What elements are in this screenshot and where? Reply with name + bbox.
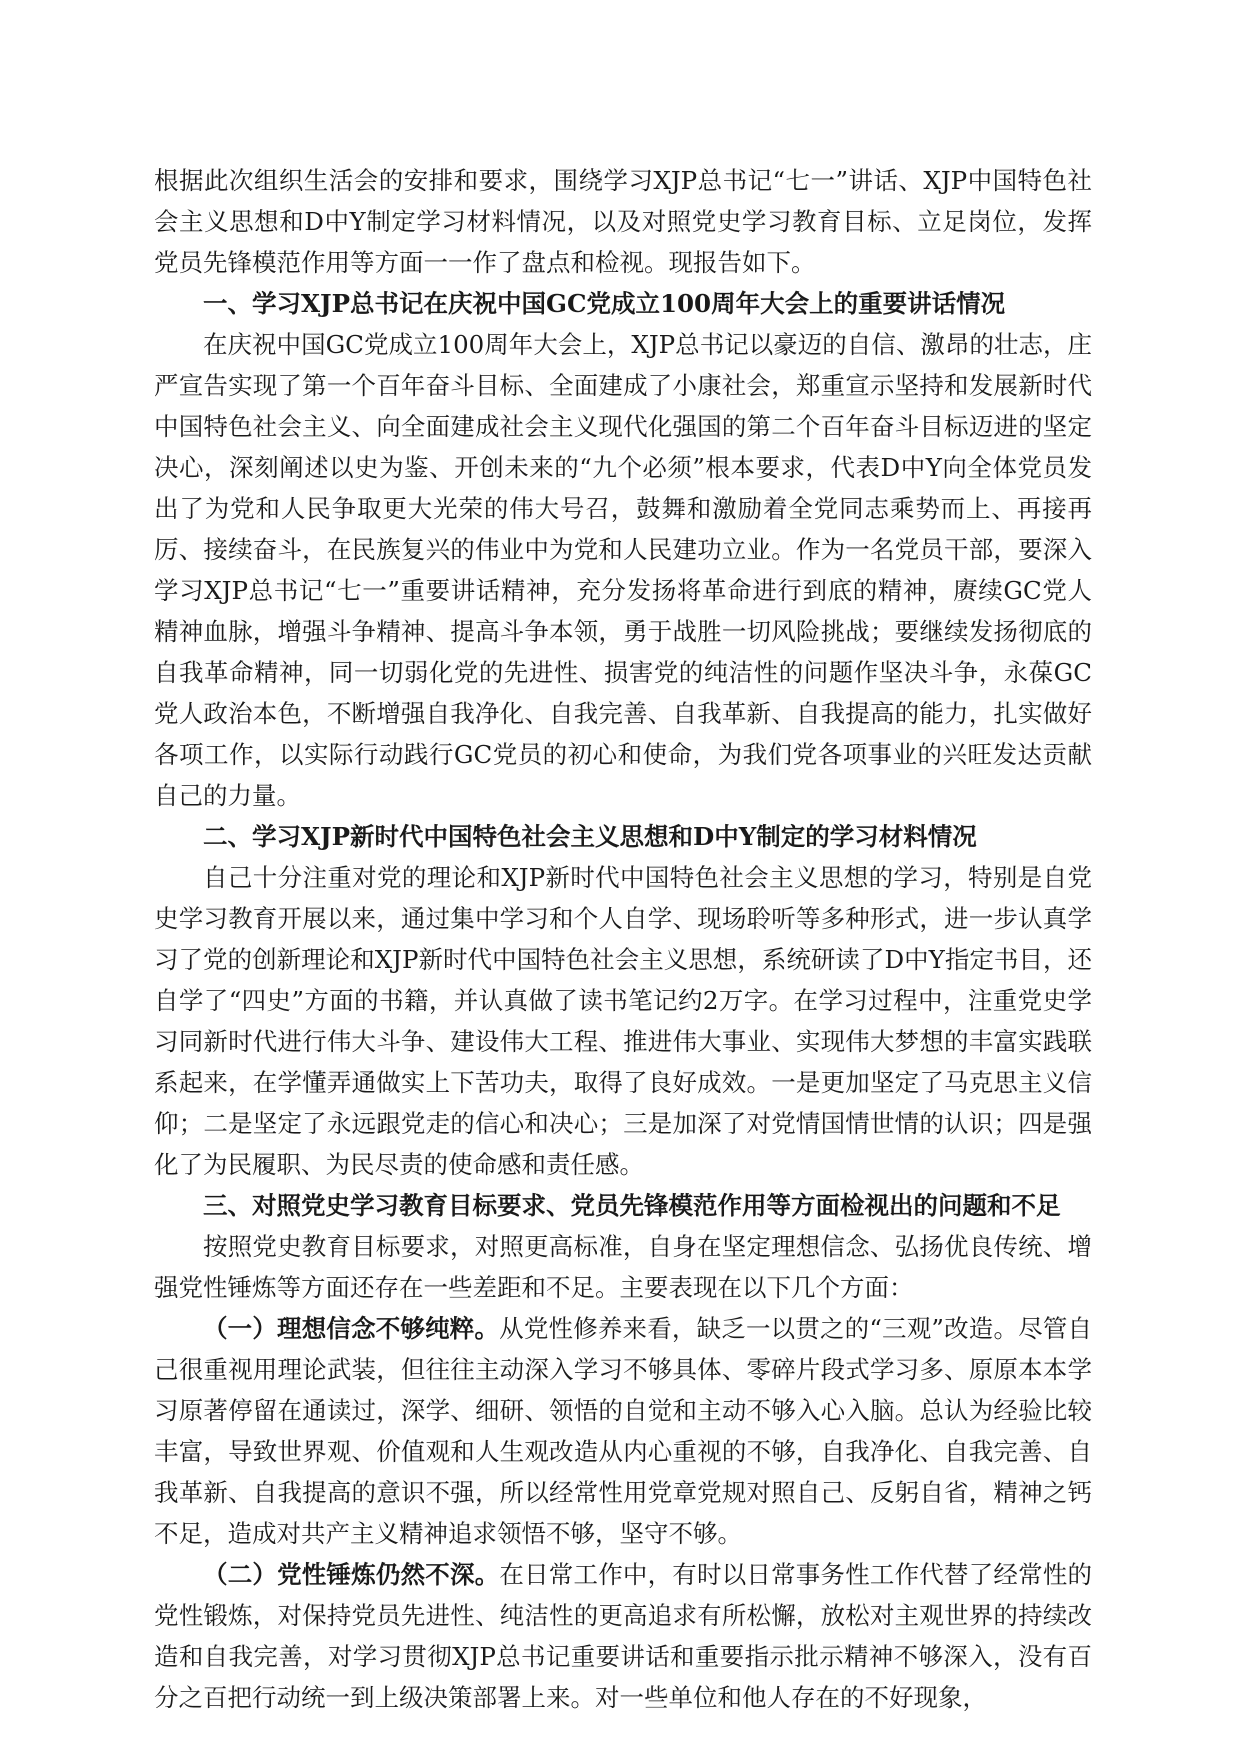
intro-paragraph: 根据此次组织生活会的安排和要求，围绕学习XJP总书记“七一”讲话、XJP中国特色社会主义思想和D中Y制定学习材料情况，以及对照党史学习教育目标、立足岗位，发挥党员先锋模范作用等方面一一作了盘点和检视。现报告如下。 xyxy=(154,166,1092,277)
issue-2-paragraph xyxy=(154,1554,1092,1718)
section-1-paragraph: 在庆祝中国GC党成立100周年大会上，XJP总书记以豪迈的自信、激昂的壮志，庄严宣告实现了第一个百年奋斗目标、全面建成了小康社会，郑重宣示坚持和发展新时代中国特色社会主义、向全面建成社会主义现代化强国的第二个百年奋斗目标迈进的坚定决心，深刻阐述以史为鉴、开创未来的“九个必须”根本要求，代表D中Y向全体党员发出了为党和人民争取更大光荣的伟大号召，鼓舞和激励着全党同志乘势而上、再接再厉、接续奋斗，在民族复兴的伟业中为党和人民建功立业。作为一名党员干部，要深入学习XJP总书记“七一”重要讲话精神，充分发扬将革命进行到底的精神，赓续GC党人精神血脉，增强斗争精神、提高斗争本领，勇于战胜一切风险挑战；要继续发扬彻底的自我革命精神，同一切弱化党的先进性、损害党的纯洁性的问题作坚决斗争，永葆GC党人政治本色，不断增强自我净化、自我完善、自我革新、自我提高的能力，扎实做好各项工作，以实际行动践行GC党员的初心和使命，为我们党各项事业的兴旺发达贡献自己的力量。 xyxy=(154,330,1092,810)
section-2-paragraph: 自己十分注重对党的理论和XJP新时代中国特色社会主义思想的学习，特别是自党史学习教育开展以来，通过集中学习和个人自学、现场聆听等多种形式，进一步认真学习了党的创新理论和XJP新时代中国特色社会主义思想，系统研读了D中Y指定书目，还自学了“四史”方面的书籍，并认真做了读书笔记约2万字。在学习过程中，注重党史学习同新时代进行伟大斗争、建设伟大工程、推进伟大事业、实现伟大梦想的丰富实践联系起来，在学懂弄通做实上下苦功夫，取得了良好成效。一是更加坚定了马克思主义信仰；二是坚定了永远跟党走的信心和决心；三是加深了对党情国情世情的认识；四是强化了为民履职、为民尽责的使命感和责任感。 xyxy=(154,863,1092,1179)
issue-1-paragraph xyxy=(154,1308,1092,1554)
issue-2-title: （二）党性锤炼仍然不深。 xyxy=(203,1560,500,1589)
issue-1-title: （一）理想信念不够纯粹。 xyxy=(203,1314,500,1343)
section-3-paragraph: 按照党史教育目标要求，对照更高标准，自身在坚定理想信念、弘扬优良传统、增强党性锤炼等方面还存在一些差距和不足。主要表现在以下几个方面： xyxy=(154,1232,1092,1302)
issue-2-body: 在日常工作中，有时以日常事务性工作代替了经常性的党性锻炼，对保持党员先进性、纯洁性的更高追求有所松懈，放松对主观世界的持续改造和自我完善，对学习贯彻XJP总书记重要讲话和重要指示批示精神不够深入，没有百分之百把行动统一到上级决策部署上来。对一些单位和他人存在的不好现象， xyxy=(154,1560,1093,1712)
section-2-heading: 二、学习XJP新时代中国特色社会主义思想和D中Y制定的学习材料情况 xyxy=(203,822,977,851)
document-body xyxy=(154,160,1092,1718)
section-3-heading: 三、对照党史学习教育目标要求、党员先锋模范作用等方面检视出的问题和不足 xyxy=(203,1191,1061,1220)
issue-1-body: 从党性修养来看，缺乏一以贯之的“三观”改造。尽管自己很重视用理论武装，但往往主动深入学习不够具体、零碎片段式学习多、原原本本学习原著停留在通读过，深学、细研、领悟的自觉和主动不够入心入脑。总认为经验比较丰富，导致世界观、价值观和人生观改造从内心重视的不够，自我净化、自我完善、自我革新、自我提高的意识不强，所以经常性用党章党规对照自己、反躬自省，精神之钙不足，造成对共产主义精神追求领悟不够，坚守不够。 xyxy=(154,1314,1092,1548)
section-1-heading: 一、学习XJP总书记在庆祝中国GC党成立100周年大会上的重要讲话情况 xyxy=(203,289,1006,318)
